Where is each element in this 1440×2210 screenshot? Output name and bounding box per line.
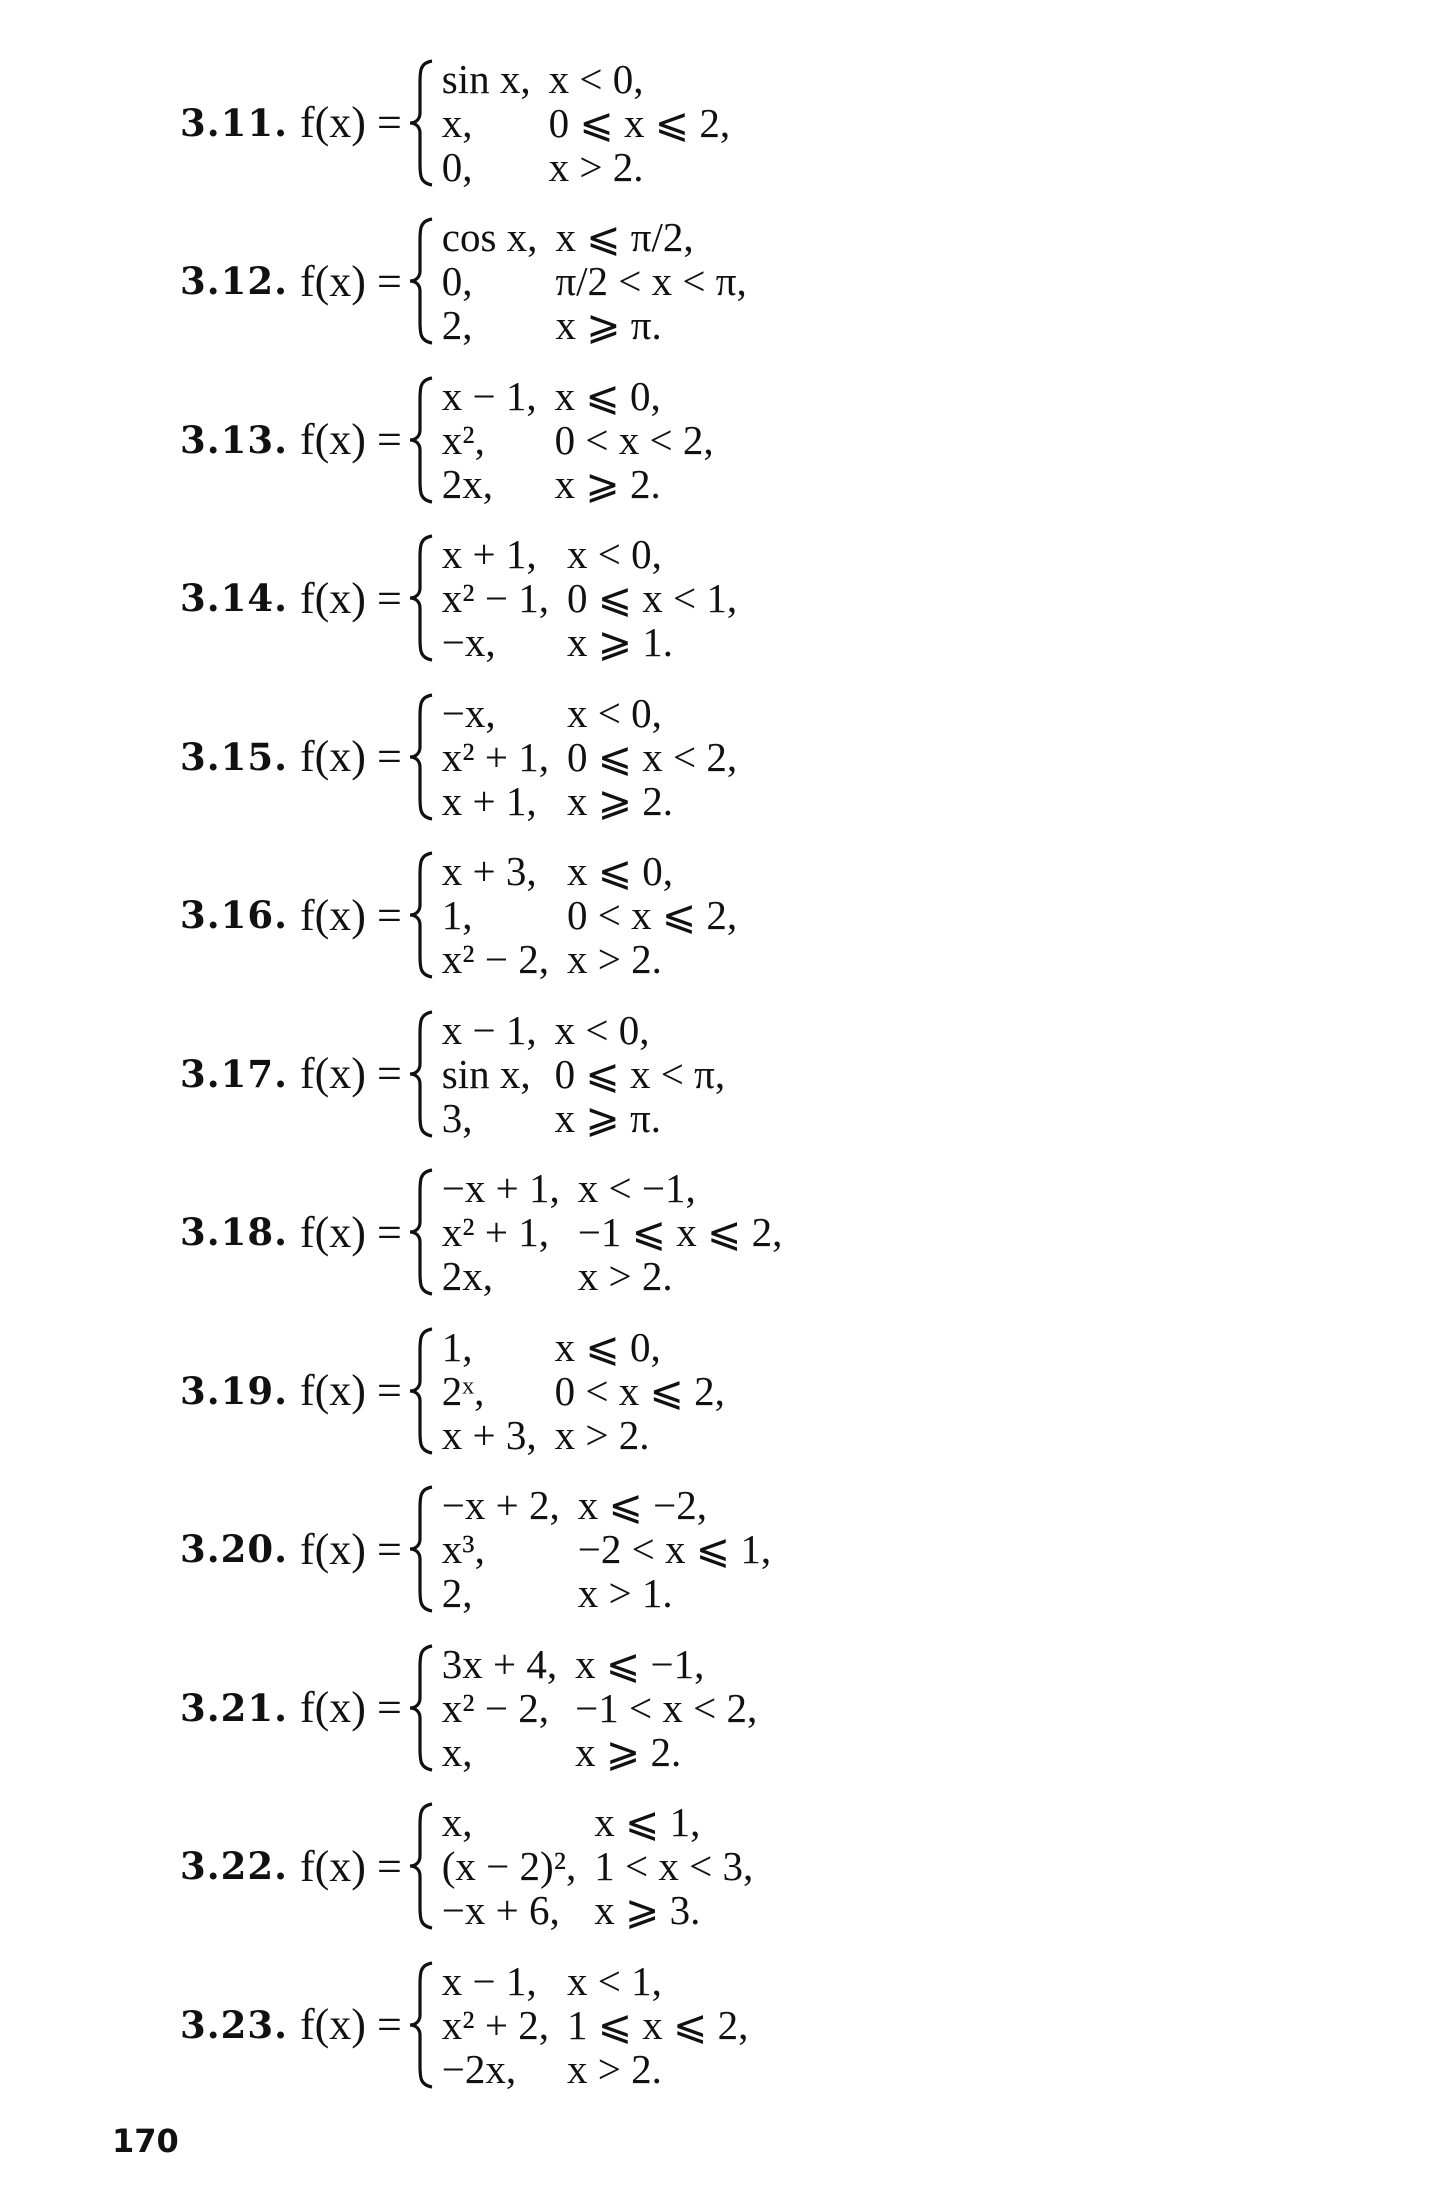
case-expression: −x + 6, <box>441 1887 560 1933</box>
left-brace-icon <box>406 532 436 664</box>
function-label: f(x) = <box>300 1841 402 1891</box>
function-label: f(x) = <box>300 256 402 306</box>
left-brace-icon <box>406 691 436 823</box>
case-condition: x ⩽ 1, <box>594 1799 701 1845</box>
case-condition: x ⩾ π. <box>554 1094 661 1141</box>
problem-3-16 <box>180 848 737 983</box>
case-expression: x², <box>441 416 485 463</box>
piecewise-cases <box>442 849 737 981</box>
case-expression: sin x, <box>441 1050 531 1097</box>
case-condition: x ⩽ 0, <box>554 372 661 419</box>
case-expression: x + 3, <box>441 848 537 894</box>
case-condition: x > 1. <box>577 1570 673 1616</box>
case-expression: x − 1, <box>441 1006 537 1053</box>
case-condition: x ⩽ 0, <box>554 1323 661 1370</box>
piecewise-cases <box>442 1325 725 1457</box>
piecewise-cases <box>442 1483 771 1615</box>
case-condition: x ⩾ 2. <box>566 777 674 824</box>
function-label: f(x) = <box>300 1207 402 1257</box>
case-expression: sin x, <box>441 55 531 102</box>
left-brace-icon <box>406 1483 436 1615</box>
problem-3-20 <box>180 1482 771 1617</box>
problem-number: 3.22. <box>180 1844 288 1888</box>
case-condition: 0 < x < 2, <box>554 416 714 463</box>
problem-3-15 <box>180 689 737 824</box>
left-brace-icon <box>406 374 436 506</box>
problem-number: 3.13. <box>180 417 288 462</box>
problem-3-19 <box>180 1323 725 1458</box>
problem-number: 3.14. <box>180 576 288 620</box>
problem-number: 3.20. <box>180 1527 288 1571</box>
case-expression: −x, <box>441 689 496 736</box>
case-condition: x ⩽ 0, <box>566 848 674 894</box>
function-label: f(x) = <box>300 2000 402 2049</box>
case-expression: x² − 2, <box>441 936 549 982</box>
function-label: f(x) = <box>300 1683 402 1732</box>
problem-number: 3.17. <box>180 1051 288 1096</box>
case-condition: 0 < x ⩽ 2, <box>554 1367 725 1414</box>
case-condition: x < 0, <box>566 531 662 577</box>
case-expression: x, <box>441 1728 473 1775</box>
left-brace-icon <box>406 215 436 347</box>
case-condition: −1 ⩽ x ⩽ 2, <box>577 1209 783 1255</box>
problem-3-21 <box>180 1640 757 1775</box>
case-condition: π/2 < x < π, <box>555 258 747 304</box>
case-expression: x³, <box>441 1526 485 1572</box>
piecewise-cases <box>442 1008 725 1140</box>
problem-number: 3.12. <box>180 259 288 303</box>
case-expression: 0, <box>441 258 473 304</box>
case-expression: 1, <box>441 892 473 938</box>
case-expression: cos x, <box>441 214 538 260</box>
piecewise-cases <box>442 532 737 664</box>
function-label: f(x) = <box>300 1366 402 1415</box>
function-label: f(x) = <box>300 98 402 147</box>
case-expression: −x + 2, <box>441 1482 560 1528</box>
problem-3-23 <box>180 1957 748 2092</box>
case-expression: (x − 2)², <box>441 1843 577 1889</box>
case-expression: x − 1, <box>441 1957 537 2004</box>
case-expression: 3x + 4, <box>441 1640 558 1687</box>
problem-number: 3.21. <box>180 1685 288 1730</box>
left-brace-icon <box>406 57 436 189</box>
case-expression: 3, <box>441 1094 473 1141</box>
case-condition: x < 0, <box>566 689 662 736</box>
piecewise-cases <box>442 1800 753 1932</box>
case-expression: x, <box>441 1799 473 1845</box>
case-expression: x − 1, <box>441 372 537 419</box>
case-condition: x > 2. <box>566 2045 662 2092</box>
case-expression: x + 1, <box>441 777 537 824</box>
left-brace-icon <box>406 1800 436 1932</box>
function-label: f(x) = <box>300 890 402 940</box>
case-expression: 2, <box>441 302 473 348</box>
case-condition: 1 < x < 3, <box>594 1843 754 1889</box>
function-label: f(x) = <box>300 732 402 781</box>
case-expression: x² + 1, <box>441 1209 549 1255</box>
problem-3-18 <box>180 1165 782 1300</box>
case-condition: x ⩾ 3. <box>594 1887 701 1933</box>
left-brace-icon <box>406 1325 436 1457</box>
case-expression: x² + 2, <box>441 2001 549 2048</box>
problem-number: 3.18. <box>180 1210 288 1254</box>
case-condition: x > 2. <box>566 936 662 982</box>
case-condition: 0 < x ⩽ 2, <box>566 892 738 938</box>
case-expression: 2x, <box>441 1253 494 1299</box>
case-expression: x + 1, <box>441 531 537 577</box>
left-brace-icon <box>406 1642 436 1774</box>
piecewise-cases <box>442 215 747 347</box>
case-condition: x < 0, <box>554 1006 650 1053</box>
case-expression: 2ˣ, <box>441 1367 485 1414</box>
piecewise-cases <box>442 57 730 189</box>
piecewise-cases <box>442 374 714 506</box>
case-condition: −1 < x < 2, <box>575 1684 758 1731</box>
problem-3-17 <box>180 1006 725 1141</box>
case-condition: 0 ⩽ x < π, <box>554 1050 726 1097</box>
case-condition: 0 ⩽ x < 2, <box>566 733 738 780</box>
left-brace-icon <box>406 1008 436 1140</box>
case-condition: x ⩾ 1. <box>566 619 674 665</box>
case-condition: 1 ⩽ x ⩽ 2, <box>566 2001 749 2048</box>
case-condition: x ⩾ π. <box>555 302 662 348</box>
case-expression: 2, <box>441 1570 473 1616</box>
case-expression: −x, <box>441 619 496 665</box>
case-condition: x ⩽ π/2, <box>555 214 694 260</box>
problem-number: 3.19. <box>180 1368 288 1413</box>
case-condition: x ⩾ 2. <box>554 460 661 507</box>
case-condition: x ⩽ −1, <box>575 1640 705 1687</box>
case-condition: −2 < x ⩽ 1, <box>577 1526 772 1572</box>
page-number: 170 <box>112 2122 179 2160</box>
case-expression: 1, <box>441 1323 473 1370</box>
piecewise-cases <box>442 691 737 823</box>
case-condition: x ⩾ 2. <box>575 1728 682 1775</box>
function-label: f(x) = <box>300 573 402 623</box>
problem-3-11 <box>180 55 730 190</box>
function-label: f(x) = <box>300 415 402 464</box>
case-condition: x < 0, <box>548 55 644 102</box>
case-expression: x + 3, <box>441 1411 537 1458</box>
problem-3-12 <box>180 214 747 349</box>
case-expression: 0, <box>441 143 473 190</box>
piecewise-cases <box>442 1642 758 1774</box>
case-expression: x² + 1, <box>441 733 549 780</box>
case-condition: x ⩽ −2, <box>577 1482 708 1528</box>
case-condition: 0 ⩽ x ⩽ 2, <box>548 99 731 146</box>
case-condition: x > 2. <box>554 1411 650 1458</box>
case-expression: 2x, <box>441 460 494 507</box>
left-brace-icon <box>406 1166 436 1298</box>
problem-number: 3.16. <box>180 893 288 937</box>
case-expression: x² − 1, <box>441 575 549 621</box>
left-brace-icon <box>406 849 436 981</box>
problem-number: 3.11. <box>180 100 288 145</box>
problem-number: 3.15. <box>180 734 288 779</box>
problem-3-13 <box>180 372 714 507</box>
case-expression: x, <box>441 99 473 146</box>
piecewise-cases <box>442 1166 783 1298</box>
case-condition: 0 ⩽ x < 1, <box>566 575 738 621</box>
case-condition: x > 2. <box>577 1253 673 1299</box>
left-brace-icon <box>406 1959 436 2091</box>
case-condition: x > 2. <box>548 143 644 190</box>
function-label: f(x) = <box>300 1049 402 1098</box>
problem-3-14 <box>180 531 737 666</box>
case-condition: x < −1, <box>577 1165 696 1211</box>
case-expression: −2x, <box>441 2045 517 2092</box>
piecewise-cases <box>442 1959 749 2091</box>
problem-number: 3.23. <box>180 2002 288 2047</box>
case-condition: x < 1, <box>566 1957 662 2004</box>
case-expression: x² − 2, <box>441 1684 549 1731</box>
case-expression: −x + 1, <box>441 1165 560 1211</box>
problem-3-22 <box>180 1799 753 1934</box>
function-label: f(x) = <box>300 1524 402 1574</box>
